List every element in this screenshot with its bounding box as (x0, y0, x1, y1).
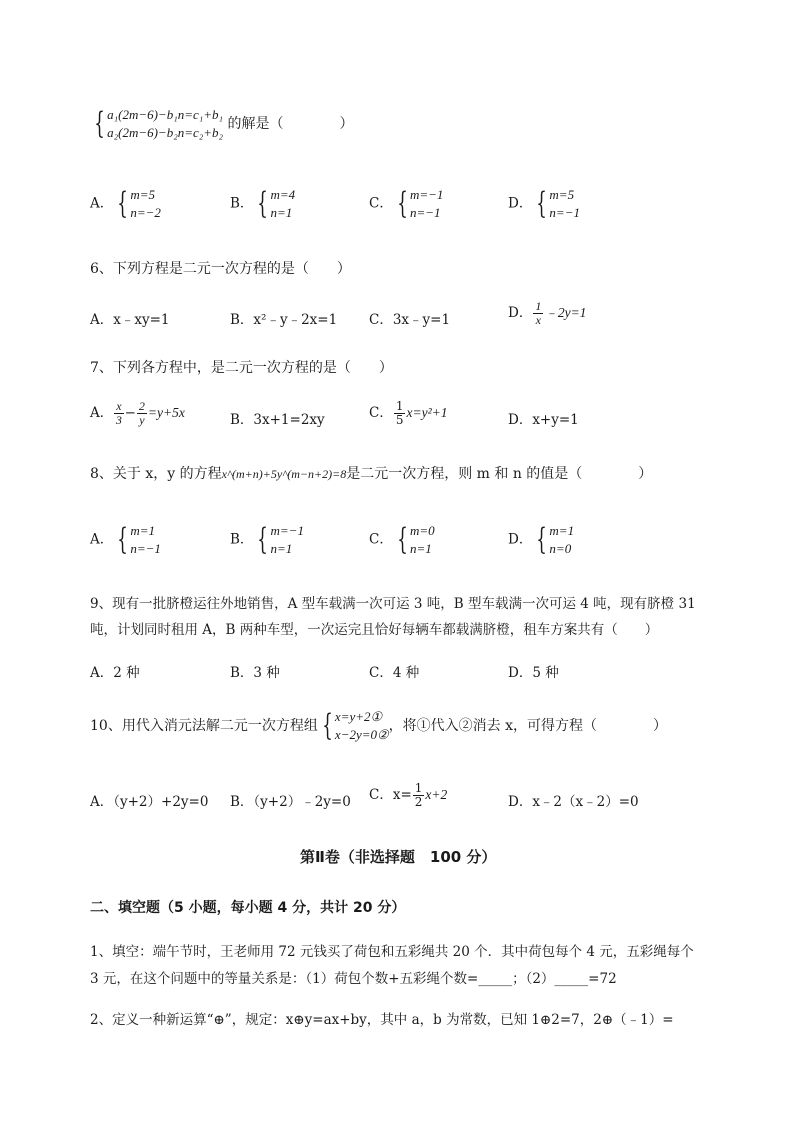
q6-option-d[interactable]: D． $\frac{1}{x}$ ﹣2y=1 (508, 299, 587, 327)
brace-icon: { (397, 522, 408, 557)
q5-option-a[interactable]: A． { m=5 n=−2 (90, 186, 161, 221)
brace-icon: { (257, 186, 269, 221)
q10-option-a[interactable]: A．（y+2）+2y=0 (90, 794, 209, 810)
q5-stem (90, 106, 354, 142)
fill1-line2: 3 元，在这个问题中的等量关系是：（1）荷包个数+五彩绳个数=_____；（2）_____=72 (90, 971, 617, 987)
q5-option-d[interactable]: D． { m=5 n=−1 (508, 186, 580, 221)
q7-stem: 7、下列各方程中，是二元一次方程的是（ ） (90, 360, 393, 376)
q5-option-b[interactable]: B． { m=4 n=1 (230, 186, 296, 221)
q6-option-a[interactable]: A．x﹣xy=1 (90, 312, 170, 328)
q5-eq1: a₁(2m−6)−b₁n=c₁+b₁ (107, 107, 224, 122)
q8-equation: x^(m+n)+5y^(m−n+2)=8 (221, 467, 347, 481)
q8-option-a[interactable]: A． { m=1 n=−1 (90, 522, 161, 557)
q10-option-d[interactable]: D．x﹣2（x﹣2）=0 (508, 794, 639, 810)
q9-option-b[interactable]: B．3 种 (230, 665, 280, 681)
q9-option-a[interactable]: A．2 种 (90, 665, 140, 681)
q7-option-b[interactable]: B．3x+1=2xy (230, 412, 325, 428)
q6-option-b[interactable]: B．x²﹣y﹣2x=1 (230, 312, 338, 328)
brace-icon: { (536, 186, 548, 221)
q7-option-a[interactable]: A． $\frac{x}{3}$ − $\frac{2}{y}$ =y+5x (90, 399, 185, 427)
q8-option-b[interactable]: B． { m=−1 n=1 (230, 522, 304, 557)
q10-option-c[interactable]: C．x= $\frac{1}{2}$ x+2 (369, 781, 448, 809)
brace-icon: { (536, 522, 548, 557)
brace-icon: { (257, 522, 269, 557)
part2-title: 第Ⅱ卷（非选择题 100 分） (300, 848, 497, 866)
q7-option-d[interactable]: D．x+y=1 (508, 412, 579, 428)
q5-eq2: a₂(2m−6)−b₂n=c₂+b₂ (107, 125, 224, 140)
q8-option-d[interactable]: D． { m=1 n=0 (508, 522, 575, 557)
brace-icon: { (94, 106, 105, 141)
q8-option-c[interactable]: C． { m=0 n=1 (369, 522, 435, 557)
q10-option-b[interactable]: B．（y+2）﹣2y=0 (230, 794, 351, 810)
fill1-line1: 1、填空：端午节时，王老师用 72 元钱买了荷包和五彩绳共 20 个．其中荷包每个 4 元，五彩绳每个 (90, 944, 694, 960)
q7-option-c[interactable]: C． $\frac{1}{5}$ x=y²+1 (369, 399, 448, 427)
brace-icon: { (117, 186, 129, 221)
q5-system (90, 106, 223, 142)
q9-stem-line1: 9、现有一批脐橙运往外地销售，A 型车载满一次可运 3 吨，B 型车载满一次可运 4 吨，现有脐橙 31 (90, 596, 696, 612)
brace-icon: { (397, 186, 408, 221)
brace-icon: { (117, 522, 129, 557)
q9-option-d[interactable]: D．5 种 (508, 665, 559, 681)
section2-heading: 二、填空题（5 小题，每小题 4 分，共计 20 分） (90, 900, 406, 916)
q9-option-c[interactable]: C．4 种 (369, 665, 420, 681)
brace-icon: { (322, 708, 333, 743)
q6-option-c[interactable]: C．3x﹣y=1 (369, 312, 451, 328)
q6-stem: 6、下列方程是二元一次方程的是（ ） (90, 261, 351, 277)
q5-option-c[interactable]: C． { m=−1 n=−1 (369, 186, 444, 221)
q9-stem-line2: 吨，计划同时租用 A，B 两种车型，一次运完且恰好每辆车都载满脐橙，租车方案共有（ ） (90, 622, 659, 638)
q8-stem: 8、关于 x，y 的方程x^(m+n)+5y^(m−n+2)=8是二元一次方程，则 m 和 n 的值是（ ） (90, 466, 653, 482)
q10-stem: 10、用代入消元法解二元一次方程组 { x=y+2① x−2y=0② ，将①代入②消去 x，可得方程（ ） (90, 708, 668, 743)
fill2-line1: 2、定义一种新运算“⊕”，规定：x⊕y=ax+by，其中 a，b 为常数，已知 1⊕2=7，2⊕（﹣1）= (90, 1012, 674, 1028)
q5-question: 的解是（ ） (227, 116, 354, 132)
